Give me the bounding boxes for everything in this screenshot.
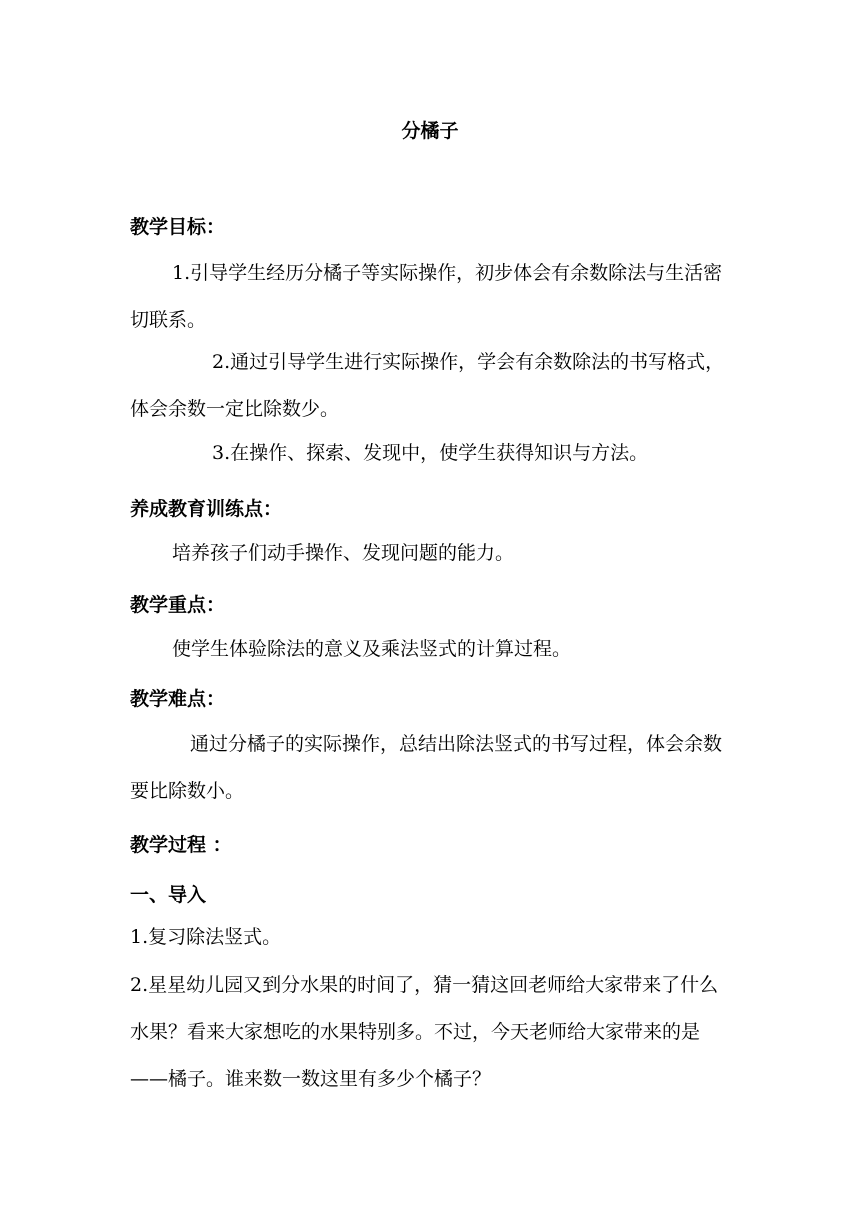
training-text-content: 培养孩子们动手操作、发现问题的能力。 <box>172 542 515 564</box>
training-text <box>130 530 730 577</box>
key-point-heading: 教学重点： <box>130 594 226 616</box>
process-step-1: 1.复习除法竖式。 <box>130 926 282 948</box>
difficulty-heading: 教学难点： <box>130 688 226 710</box>
goal-item-1 <box>130 250 730 344</box>
key-point-text <box>130 626 730 673</box>
process-heading: 教学过程 ： <box>130 834 232 856</box>
section-intro-heading: 一、导入 <box>130 884 207 906</box>
goal-item-3-text: 3.在操作、探索、发现中，使学生获得知识与方法。 <box>212 442 649 464</box>
training-heading: 养成教育训练点： <box>130 498 283 520</box>
goal-item-2 <box>130 339 730 433</box>
difficulty-text-content: 通过分橘子的实际操作，总结出除法竖式的书写过程，体会余数要比除数小。 <box>130 733 723 802</box>
document-title: 分橘子 <box>401 120 459 142</box>
goal-item-3 <box>130 430 730 477</box>
process-step-2: 2.星星幼儿园又到分水果的时间了，猜一猜这回老师给大家带来了什么水果？看来大家想吃的水果特别多。不过，今天老师给大家带来的是——橘子。谁来数一数这里有多少个橘子？ <box>130 974 719 1090</box>
goals-heading: 教学目标： <box>130 216 226 238</box>
goal-item-1-text: 1.引导学生经历分橘子等实际操作，初步体会有余数除法与生活密切联系。 <box>130 262 723 331</box>
difficulty-text <box>130 721 730 815</box>
goal-item-2-text: 2.通过引导学生进行实际操作，学会有余数除法的书写格式，体会余数一定比除数少。 <box>130 351 725 420</box>
key-point-text-content: 使学生体验除法的意义及乘法竖式的计算过程。 <box>172 638 572 660</box>
